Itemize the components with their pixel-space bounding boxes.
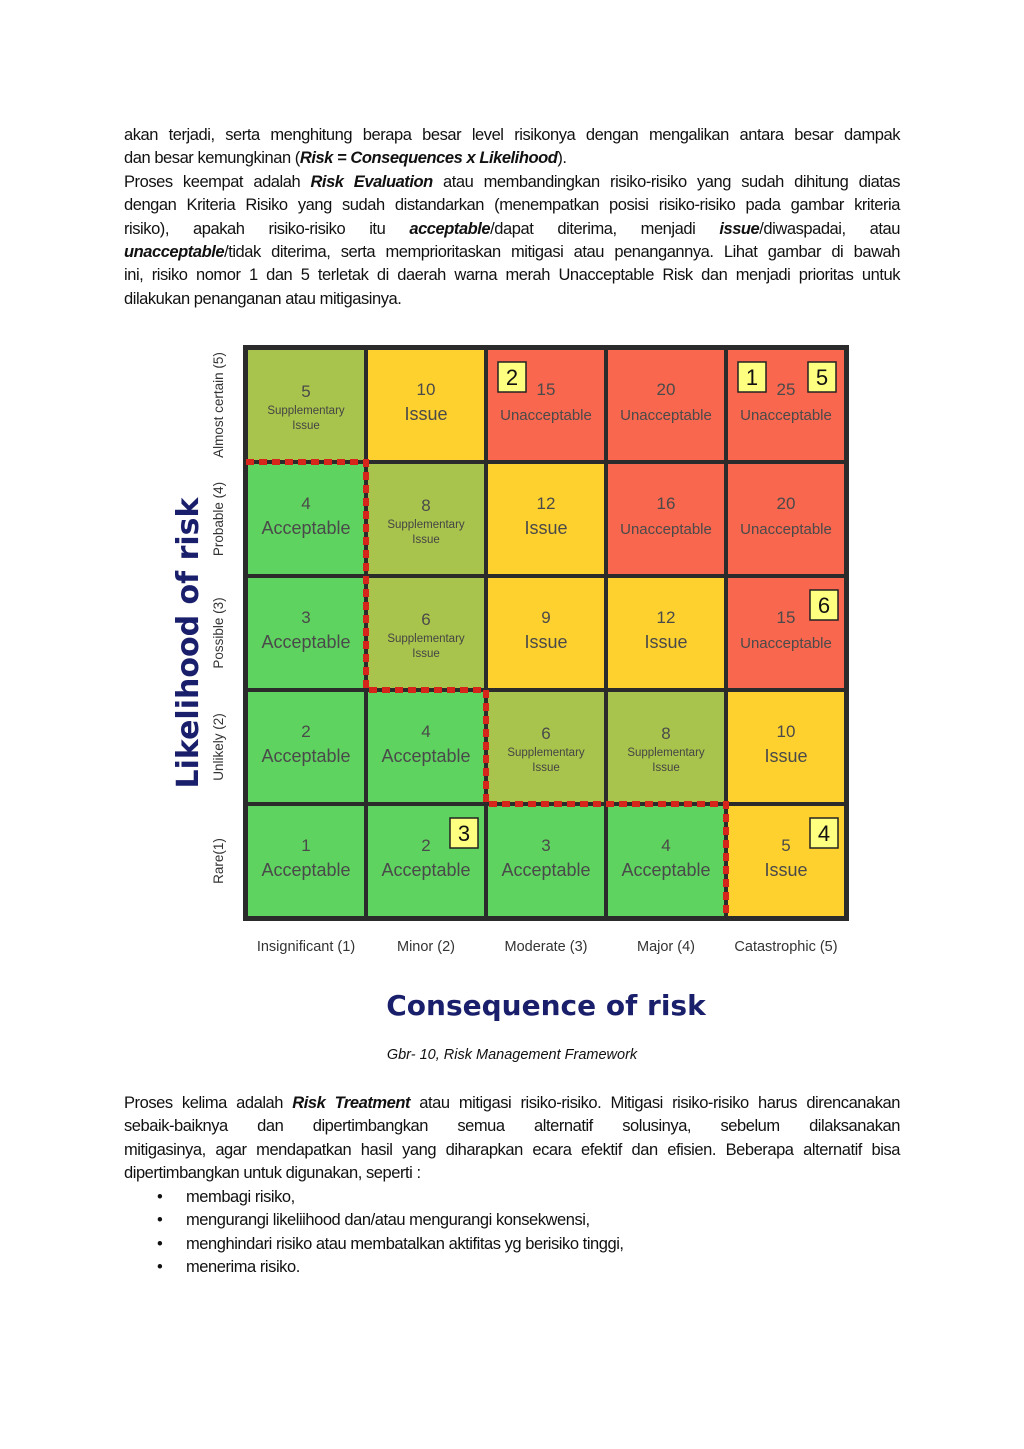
risk-label: Issue (764, 860, 808, 880)
risk-label: Supplementary (387, 633, 465, 645)
risk-score: 12 (536, 494, 556, 513)
risk-label: Unacceptable (620, 407, 712, 424)
risk-cell (608, 350, 724, 460)
risk-score: 3 (301, 608, 311, 627)
term-acceptable: acceptable (409, 219, 491, 238)
y-level-label: Probable (4) (211, 481, 226, 557)
para1-line (124, 194, 900, 217)
risk-label: Issue (412, 534, 440, 546)
risk-score: 4 (301, 494, 311, 513)
text-span: atau membandingkan risiko-risiko yang sudah dihitung diatas (432, 172, 900, 191)
text-span: ini, risiko nomor 1 dan 5 terletak di daerah warna merah Unacceptable Risk dan menjadi prioritas untuk (124, 266, 900, 285)
risk-score: 9 (541, 608, 551, 627)
text-span: ). (557, 149, 567, 168)
para1-line (124, 264, 900, 287)
text-span: /diwaspadai, atau (759, 219, 900, 238)
risk-score: 6 (541, 724, 551, 743)
risk-label: Supplementary (507, 747, 585, 759)
risk-score: 4 (421, 722, 431, 741)
risk-label: Acceptable (381, 860, 471, 880)
risk-label: Issue (404, 404, 448, 424)
list-item (124, 1256, 624, 1279)
para1-line (124, 288, 900, 311)
risk-label: Issue (412, 648, 440, 660)
risk-score: 16 (656, 494, 676, 513)
risk-label: Supplementary (387, 519, 465, 531)
paragraph-risk-evaluation (124, 124, 900, 311)
risk-marker-number: 4 (817, 821, 831, 846)
y-axis-title: Likelihood of risk (171, 497, 206, 789)
text-span: atau mitigasi risiko-risiko. Mitigasi risiko-risiko harus direncanakan (410, 1094, 900, 1112)
risk-score: 10 (416, 380, 436, 399)
risk-label: Issue (532, 762, 560, 774)
list-item-text: menerima risiko. (186, 1258, 300, 1277)
risk-label: Issue (524, 518, 568, 538)
risk-label: Issue (292, 420, 320, 432)
text-span: /tidak diterima, serta memprioritaskan mitigasi atau penangannya. Lihat gambar di bawah (224, 243, 900, 262)
text-span: risiko), apakah risiko-risiko itu (124, 219, 410, 238)
text-span: mitigasinya, agar mendapatkan hasil yang diharapkan ecara efektif dan efisien. Beberapa alternatif bisa (124, 1140, 900, 1159)
term-risk-treatment: Risk Treatment (292, 1094, 411, 1112)
risk-score: 2 (421, 836, 431, 855)
text-span: dipertimbangkan untuk digunakan, seperti : (124, 1164, 421, 1183)
bullet-icon: • (157, 1211, 163, 1230)
risk-label: Acceptable (261, 746, 351, 766)
para1-line (124, 171, 900, 194)
term-unacceptable: unacceptable (124, 243, 225, 262)
text-span: Proses kelima adalah (124, 1094, 293, 1112)
x-level-label: Major (4) (636, 939, 696, 955)
figure-caption: Gbr- 10, Risk Management Framework (386, 1047, 638, 1063)
y-level-label: Rare(1) (211, 838, 226, 884)
risk-label: Unacceptable (740, 407, 832, 424)
risk-label: Issue (524, 632, 568, 652)
risk-score: 6 (421, 610, 431, 629)
risk-score: 2 (301, 722, 311, 741)
treatment-options-list (124, 1186, 624, 1280)
list-item (124, 1233, 624, 1256)
list-item-text: menghindari risiko atau membatalkan aktifitas yg berisiko tinggi, (186, 1234, 624, 1253)
risk-score: 20 (656, 380, 676, 399)
risk-score: 15 (536, 380, 556, 399)
list-item-text: mengurangi likeliihood dan/atau mengurangi konsekwensi, (186, 1211, 590, 1230)
x-level-label: Insignificant (1) (256, 939, 356, 955)
risk-label: Acceptable (621, 860, 711, 880)
para2-line (124, 1115, 900, 1138)
bullet-icon: • (157, 1188, 163, 1206)
risk-label: Acceptable (381, 746, 471, 766)
risk-label: Acceptable (261, 632, 351, 652)
risk-matrix-figure (170, 335, 870, 1025)
text-span: /dapat diterima, menjadi (490, 219, 720, 238)
risk-score: 5 (301, 382, 311, 401)
para1-line (124, 124, 900, 147)
risk-label: Unacceptable (740, 635, 832, 652)
list-item-text: membagi risiko, (186, 1188, 295, 1206)
risk-score: 5 (781, 836, 791, 855)
risk-label: Issue (644, 632, 688, 652)
x-level-label: Minor (2) (396, 939, 456, 955)
para2-line (124, 1162, 900, 1185)
risk-label: Unacceptable (740, 521, 832, 538)
risk-score: 4 (661, 836, 671, 855)
para1-line (124, 218, 900, 241)
para2-line (124, 1092, 900, 1115)
x-level-label: Moderate (3) (504, 939, 588, 955)
risk-score: 10 (776, 722, 796, 741)
risk-label: Unacceptable (620, 521, 712, 538)
text-span: Proses keempat adalah (124, 172, 311, 191)
text-span: dan besar kemungkinan ( (124, 149, 300, 168)
list-item (124, 1186, 624, 1209)
term-risk-evaluation: Risk Evaluation (310, 172, 433, 191)
para1-line (124, 147, 900, 170)
para2-line (124, 1139, 900, 1162)
risk-score: 12 (656, 608, 676, 627)
risk-marker-number: 2 (505, 365, 519, 390)
bullet-icon: • (157, 1234, 163, 1253)
risk-score: 1 (301, 836, 311, 855)
term-issue: issue (719, 219, 760, 238)
risk-label: Issue (652, 762, 680, 774)
text-span: sebaik-baiknya dan dipertimbangkan semua alternatif solusinya, sebelum dilaksanakan (124, 1117, 900, 1136)
y-level-label: Possible (3) (211, 597, 226, 669)
paragraph-risk-treatment (124, 1092, 900, 1186)
text-span: dilakukan penanganan atau mitigasinya. (124, 289, 402, 308)
risk-label: Issue (764, 746, 808, 766)
risk-score: 8 (421, 496, 431, 515)
list-item (124, 1209, 624, 1232)
risk-label: Acceptable (261, 518, 351, 538)
risk-marker-number: 1 (745, 365, 759, 390)
risk-score: 20 (776, 494, 796, 513)
risk-label: Acceptable (501, 860, 591, 880)
risk-cell (728, 464, 844, 574)
x-level-label: Catastrophic (5) (734, 939, 838, 955)
para1-line (124, 241, 900, 264)
risk-score: 25 (776, 380, 796, 399)
risk-score: 15 (776, 608, 796, 627)
risk-label: Supplementary (267, 405, 345, 417)
x-axis-title: Consequence of risk (386, 989, 706, 1022)
risk-formula: Risk = Consequences x Likelihood (299, 149, 558, 168)
risk-score: 3 (541, 836, 551, 855)
bullet-icon: • (157, 1258, 163, 1277)
risk-marker-number: 6 (817, 593, 831, 618)
risk-cell (608, 464, 724, 574)
risk-label: Acceptable (261, 860, 351, 880)
text-span: dengan Kriteria Risiko yang sudah distandarkan (menempatkan posisi risiko-risiko pada gambar kriteria (124, 196, 900, 215)
text-span: akan terjadi, serta menghitung berapa besar level risikonya dengan mengalikan antara besar dampak (124, 126, 900, 144)
y-level-label: Almost certain (5) (211, 352, 226, 458)
y-level-label: Unlikely (2) (211, 713, 226, 781)
risk-matrix-svg (170, 335, 870, 1025)
risk-label: Unacceptable (500, 407, 592, 424)
risk-marker-number: 5 (815, 365, 829, 390)
risk-label: Supplementary (627, 747, 705, 759)
risk-marker-number: 3 (457, 821, 471, 846)
risk-score: 8 (661, 724, 671, 743)
